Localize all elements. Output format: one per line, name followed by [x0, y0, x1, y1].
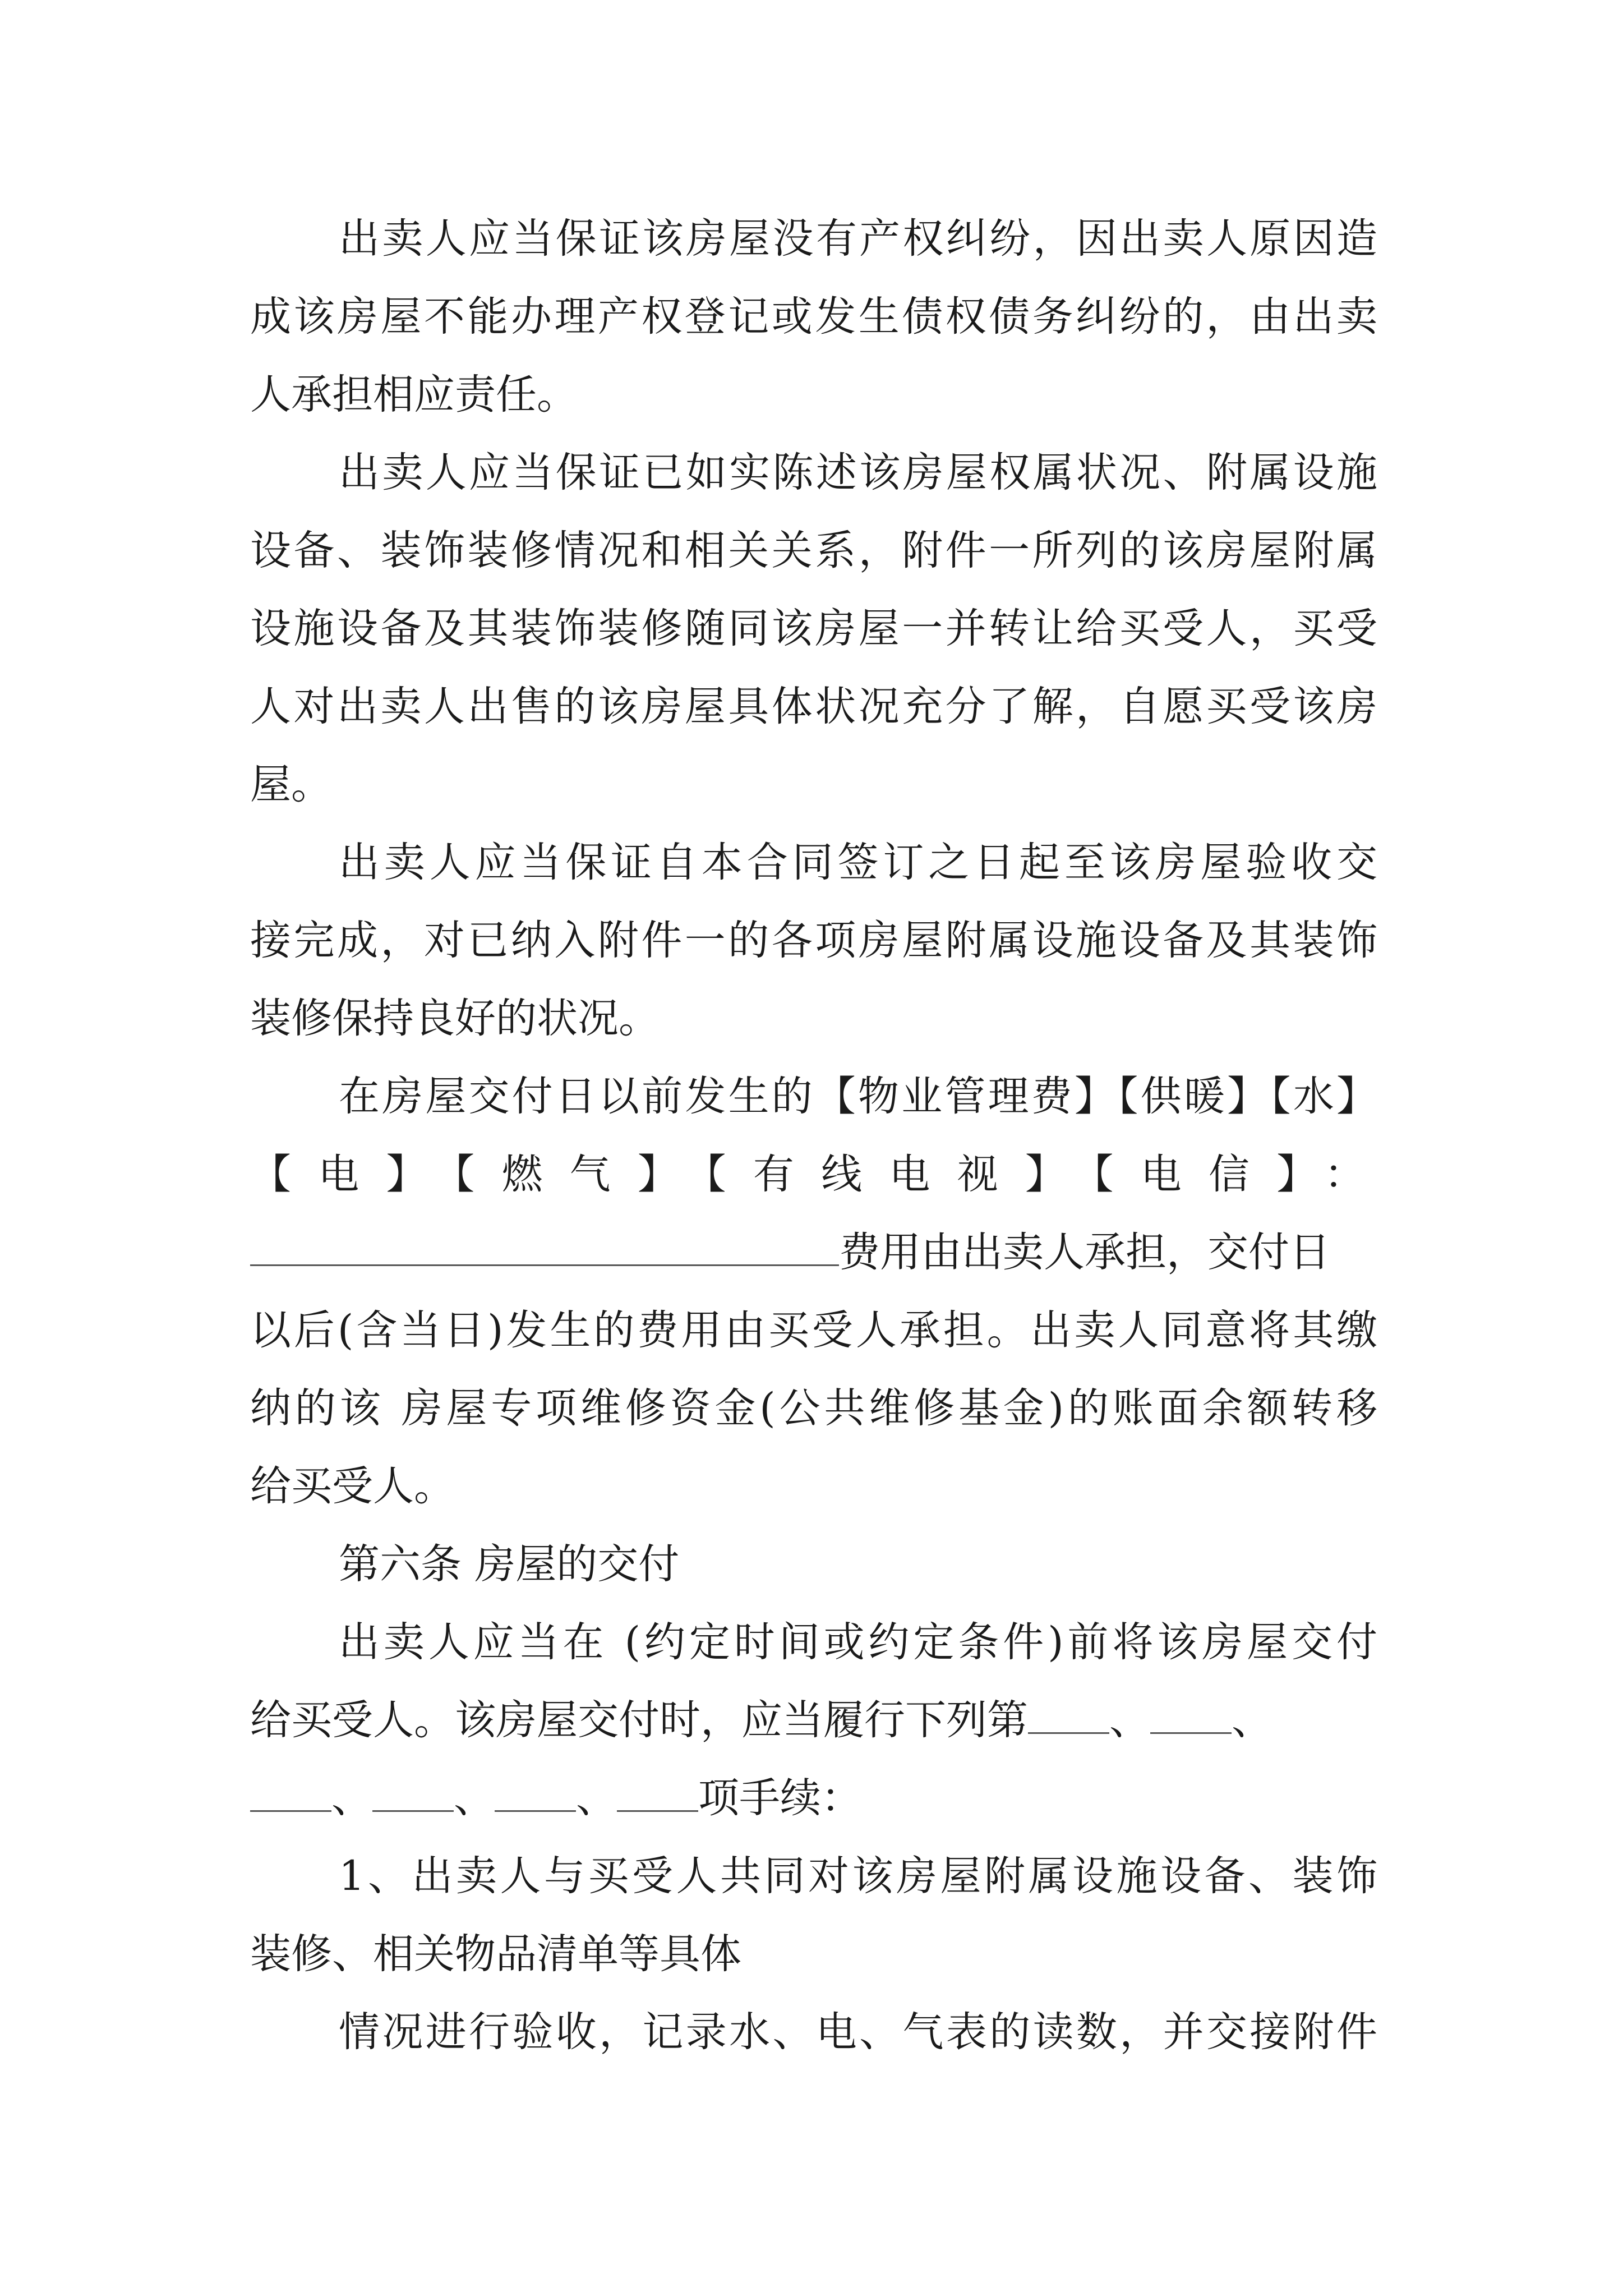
- fill-in-blank[interactable]: [1028, 1693, 1109, 1734]
- article-6-line-3-text: 项手续：: [698, 1774, 862, 1822]
- fill-in-blank[interactable]: [1150, 1693, 1232, 1734]
- p2-line-2: 设备、装饰装修情况和相关关系，附件一所列的该房屋附属: [250, 527, 1377, 574]
- p3-line-1: 出卖人应当保证自本合同签订之日起至该房屋验收交: [339, 839, 1377, 886]
- document-page: [250, 200, 1377, 2071]
- p3-line-2: 接完成，对已纳入附件一的各项房屋附属设施设备及其装饰: [250, 917, 1377, 964]
- p4-line-6: 给买受人。: [250, 1462, 455, 1510]
- separator: 、: [576, 1774, 617, 1822]
- p4-line-3-text: 费用由出卖人承担，交付日: [839, 1228, 1330, 1276]
- separator: 、: [1109, 1696, 1150, 1744]
- separator: 、: [454, 1774, 495, 1822]
- separator: 、: [331, 1774, 372, 1822]
- article-6-line-3: [250, 1759, 1377, 1837]
- p1-line-3: 人承担相应责任。: [250, 371, 578, 418]
- p4-line-4: 以后(含当日)发生的费用由买受人承担。出卖人同意将其缴: [250, 1306, 1377, 1354]
- p2-line-4: 人对出卖人出售的该房屋具体状况充分了解，自愿买受该房: [250, 683, 1377, 730]
- p2-line-3: 设施设备及其装饰装修随同该房屋一并转让给买受人，买受: [250, 605, 1377, 652]
- article-6-heading: 第六条 房屋的交付: [339, 1540, 680, 1588]
- item-1-line-2: 装修、相关物品清单等具体: [250, 1930, 741, 1978]
- fill-in-blank[interactable]: [495, 1771, 576, 1812]
- p4-line-2: 【电】【燃气】【有线电视】【电信】：: [250, 1151, 1377, 1198]
- p1-line-1: 出卖人应当保证该房屋没有产权纠纷，因出卖人原因造: [339, 215, 1377, 263]
- fill-in-blank[interactable]: [617, 1771, 698, 1812]
- p4-line-5: 纳的该 房屋专项维修资金(公共维修基金)的账面余额转移: [250, 1384, 1377, 1432]
- fill-in-blank[interactable]: [250, 1771, 331, 1812]
- p3-line-3: 装修保持良好的状况。: [250, 995, 660, 1042]
- p2-line-1: 出卖人应当保证已如实陈述该房屋权属状况、附属设施: [339, 449, 1377, 496]
- article-6-line-1: 出卖人应当在 (约定时间或约定条件)前将该房屋交付: [339, 1618, 1377, 1666]
- p1-line-2: 成该房屋不能办理产权登记或发生债权债务纠纷的，由出卖: [250, 293, 1377, 341]
- article-6-line-2-text: 给买受人。该房屋交付时，应当履行下列第: [250, 1696, 1028, 1744]
- p4-line-1: 在房屋交付日以前发生的【物业管理费】【供暖】【水】: [339, 1073, 1377, 1120]
- item-1-line-1: 1、出卖人与买受人共同对该房屋附属设施设备、装饰: [339, 1852, 1377, 1900]
- fill-in-blank[interactable]: [250, 1225, 839, 1266]
- fill-in-blank[interactable]: [372, 1771, 454, 1812]
- p2-line-5: 屋。: [250, 761, 332, 808]
- item-1-line-3: 情况进行验收，记录水、电、气表的读数，并交接附件: [339, 2008, 1377, 2056]
- article-6-line-2: [250, 1681, 1377, 1759]
- separator: 、: [1232, 1696, 1272, 1744]
- p4-line-3: [250, 1213, 1377, 1291]
